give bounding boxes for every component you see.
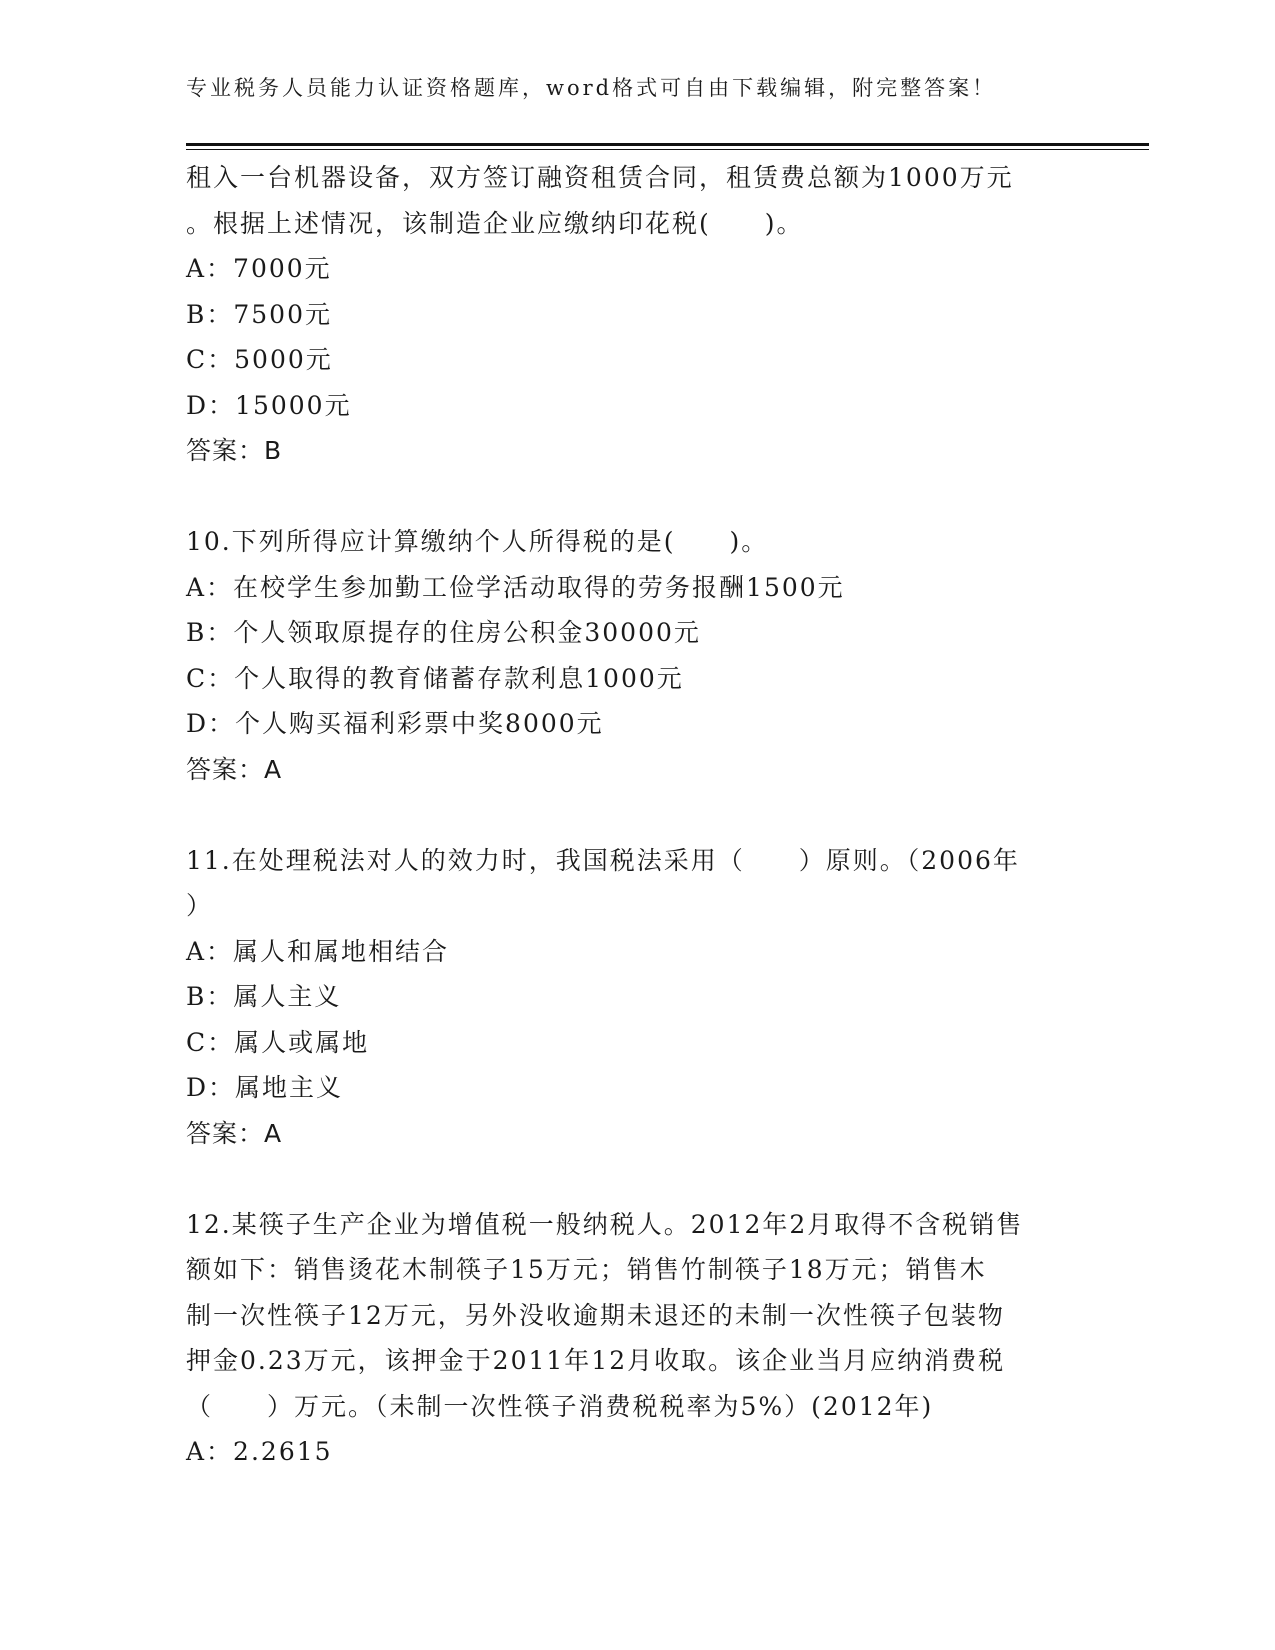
spacer bbox=[186, 792, 1086, 838]
header-rule-thin bbox=[186, 149, 1149, 150]
answer-line: 答案：B bbox=[186, 436, 283, 465]
question-stem-line: 租入一台机器设备，双方签订融资租赁合同，租赁费总额为1000万元 bbox=[186, 163, 1014, 192]
question-stem-line: 10.下列所得应计算缴纳个人所得税的是( )。 bbox=[186, 527, 769, 556]
question-stem-line: 12.某筷子生产企业为增值税一般纳税人。2012年2月取得不含税销售 bbox=[186, 1209, 1024, 1239]
option-b: B：7500元 bbox=[186, 299, 332, 329]
spacer bbox=[186, 474, 1086, 520]
question-stem-line: （ ）万元。（未制一次性筷子消费税税率为5%）(2012年) bbox=[186, 1391, 934, 1421]
answer-line: 答案：A bbox=[186, 754, 283, 784]
question-11 bbox=[186, 838, 1086, 1157]
option-a: A：7000元 bbox=[186, 254, 332, 283]
answer-line: 答案：A bbox=[186, 1118, 283, 1148]
document-body bbox=[186, 155, 1086, 1475]
option-b: B：属人主义 bbox=[186, 982, 342, 1011]
question-stem-line: 押金0.23万元，该押金于2011年12月收取。该企业当月应纳消费税 bbox=[186, 1346, 1006, 1375]
question-stem-line: 制一次性筷子12万元，另外没收逾期未退还的未制一次性筷子包装物 bbox=[186, 1300, 1005, 1330]
option-a: A：属人和属地相结合 bbox=[186, 936, 450, 966]
option-c: C：属人或属地 bbox=[186, 1027, 370, 1057]
option-d: D：个人购买福利彩票中奖8000元 bbox=[186, 709, 604, 738]
page-header: 专业税务人员能力认证资格题库，word格式可自由下载编辑，附完整答案！ bbox=[186, 76, 997, 100]
question-9 bbox=[186, 155, 1086, 474]
header-rule-thick bbox=[186, 143, 1149, 146]
option-d: D：属地主义 bbox=[186, 1073, 344, 1102]
option-a: A：在校学生参加勤工俭学活动取得的劳务报酬1500元 bbox=[186, 572, 845, 602]
question-12 bbox=[186, 1202, 1086, 1475]
question-stem-line: ） bbox=[186, 891, 214, 920]
question-stem-line: 11.在处理税法对人的效力时，我国税法采用（ ）原则。（2006年 bbox=[186, 845, 1020, 875]
option-c: C：个人取得的教育储蓄存款利息1000元 bbox=[186, 663, 684, 693]
question-10 bbox=[186, 519, 1086, 792]
option-c: C：5000元 bbox=[186, 345, 333, 374]
question-stem-line: 额如下：销售烫花木制筷子15万元；销售竹制筷子18万元；销售木 bbox=[186, 1255, 987, 1284]
option-b: B：个人领取原提存的住房公积金30000元 bbox=[186, 618, 701, 647]
option-d: D：15000元 bbox=[186, 390, 352, 420]
option-a: A：2.2615 bbox=[186, 1437, 333, 1466]
spacer bbox=[186, 1156, 1086, 1202]
question-stem-line: 。根据上述情况，该制造企业应缴纳印花税( )。 bbox=[186, 208, 804, 238]
